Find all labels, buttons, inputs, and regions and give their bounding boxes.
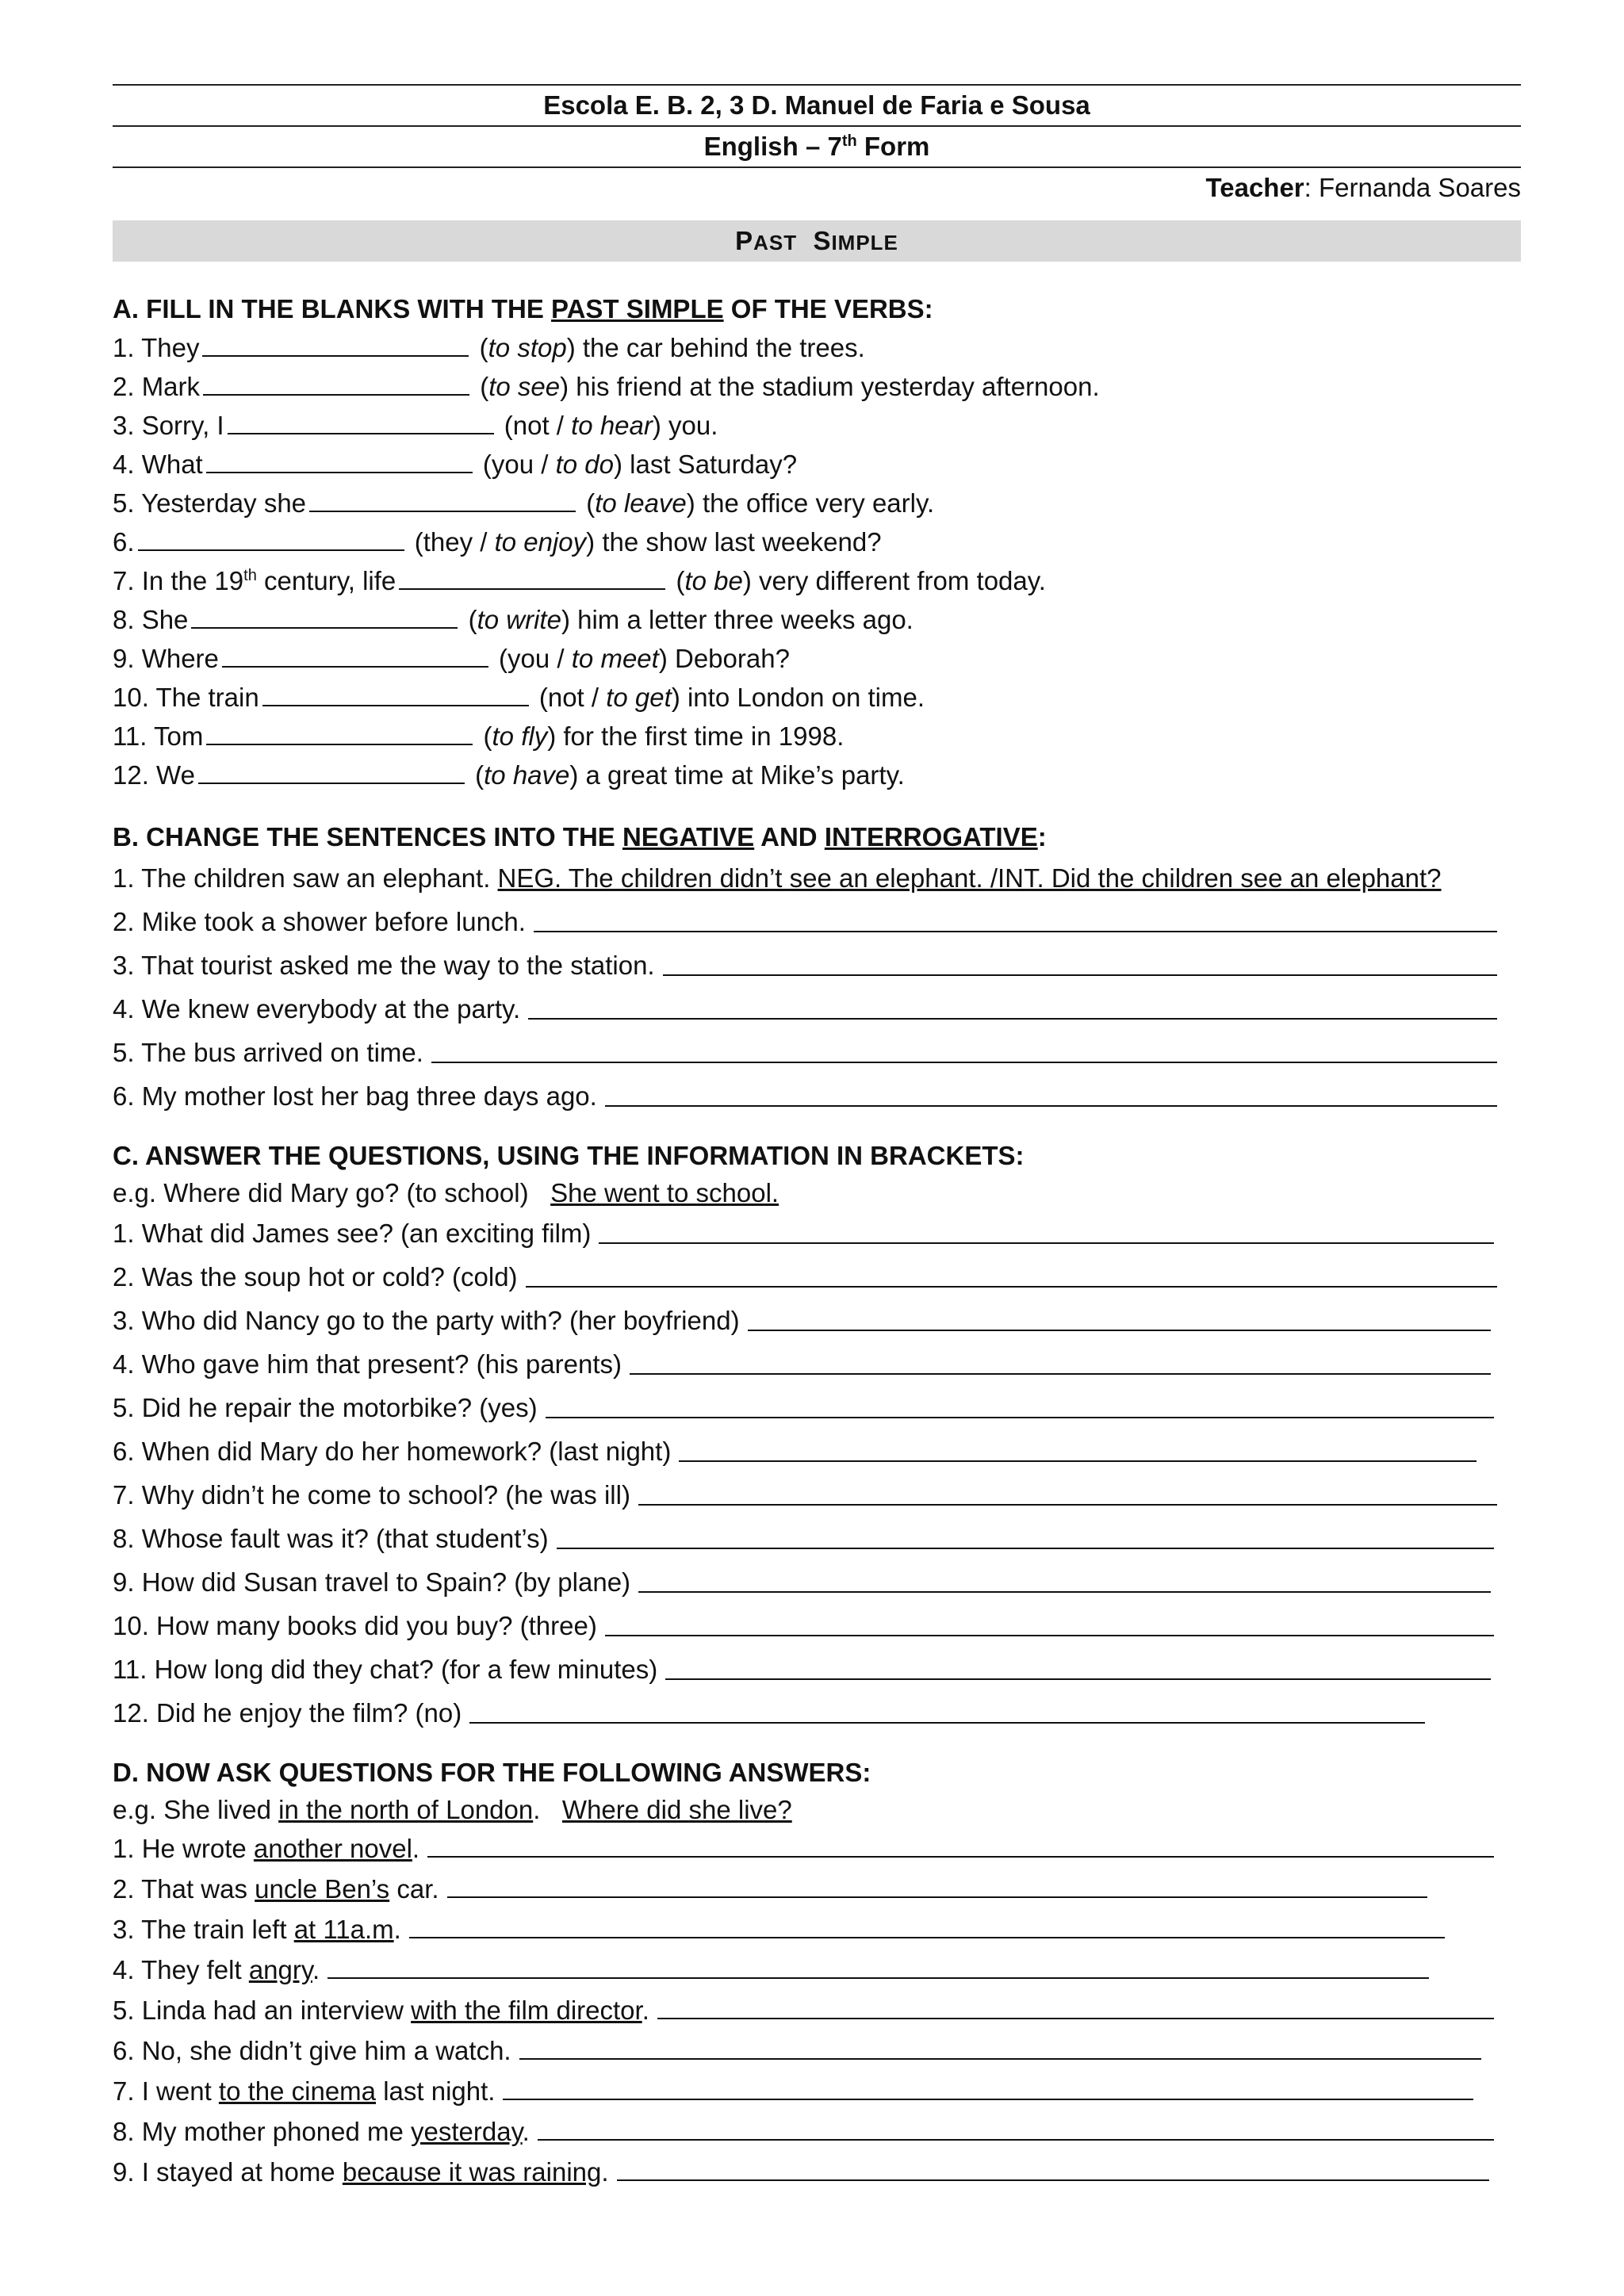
answer-line[interactable]: [605, 1633, 1494, 1636]
exercise-item: 6. My mother lost her bag three days ago.: [113, 1074, 1524, 1118]
answer-line[interactable]: [638, 1502, 1497, 1506]
answer-line[interactable]: [630, 1372, 1491, 1375]
section-b-list: [113, 900, 1524, 1118]
answer-line[interactable]: [327, 1976, 1429, 1979]
answer-line[interactable]: [534, 929, 1497, 932]
answer-line[interactable]: [431, 1060, 1497, 1063]
answer-blank[interactable]: [206, 445, 473, 473]
section-a-item: 10. The train (not / to get) into London on time.: [113, 678, 1524, 717]
exercise-item: 12. Did he enjoy the film? (no): [113, 1691, 1524, 1735]
section-c-list: [113, 1211, 1524, 1735]
exercise-item: 5. Did he repair the motorbike? (yes): [113, 1386, 1524, 1429]
section-a-item: 3. Sorry, I (not / to hear) you.: [113, 406, 1524, 445]
section-b-heading: B. CHANGE THE SENTENCES INTO THE NEGATIVE AND INTERROGATIVE:: [113, 822, 1047, 851]
section-a-item: 6. (they / to enjoy) the show last weekend?: [113, 522, 1524, 561]
answer-blank[interactable]: [228, 406, 494, 434]
answer-blank[interactable]: [203, 367, 469, 396]
exercise-item: 9. How did Susan travel to Spain? (by plane): [113, 1560, 1524, 1604]
answer-line[interactable]: [679, 1459, 1477, 1462]
answer-line[interactable]: [557, 1546, 1494, 1549]
exercise-item: 5. Linda had an interview with the film director.: [113, 1990, 1524, 2030]
answer-line[interactable]: [665, 1677, 1491, 1680]
answer-blank[interactable]: [198, 756, 465, 784]
exercise-item: 4. We knew everybody at the party.: [113, 987, 1524, 1031]
exercise-item: 3. The train left at 11a.m.: [113, 1909, 1524, 1950]
answer-line[interactable]: [657, 2016, 1494, 2019]
exercise-item: 3. That tourist asked me the way to the station.: [113, 943, 1524, 987]
exercise-item: 6. When did Mary do her homework? (last night): [113, 1429, 1524, 1473]
exercise-item: 4. Who gave him that present? (his parents): [113, 1342, 1524, 1386]
answer-line[interactable]: [528, 1016, 1497, 1020]
answer-blank[interactable]: [399, 561, 665, 590]
worksheet-page: [113, 84, 1524, 2192]
answer-line[interactable]: [546, 1415, 1494, 1418]
answer-blank[interactable]: [202, 328, 469, 357]
page-title: PAST SIMPLE: [113, 220, 1521, 262]
section-a-item: 5. Yesterday she (to leave) the office very early.: [113, 484, 1524, 522]
section-a-item: 12. We (to have) a great time at Mike’s party.: [113, 756, 1524, 794]
answer-line[interactable]: [638, 1590, 1491, 1593]
section-a-heading: A. FILL IN THE BLANKS WITH THE PAST SIMPLE OF THE VERBS:: [113, 294, 933, 323]
answer-line[interactable]: [663, 973, 1497, 976]
exercise-item: 11. How long did they chat? (for a few minutes): [113, 1647, 1524, 1691]
answer-blank[interactable]: [222, 639, 488, 668]
section-d-heading: D. NOW ASK QUESTIONS FOR THE FOLLOWING ANSWERS:: [113, 1758, 871, 1787]
answer-line[interactable]: [409, 1935, 1445, 1938]
exercise-item: 2. Mike took a shower before lunch.: [113, 900, 1524, 943]
answer-blank[interactable]: [191, 600, 458, 629]
answer-blank[interactable]: [262, 678, 529, 706]
answer-line[interactable]: [748, 1328, 1491, 1331]
teacher-line: Teacher: Fernanda Soares: [1205, 173, 1521, 202]
section-c-example: e.g. Where did Mary go? (to school) She went to school.: [113, 1178, 779, 1207]
school-name: Escola E. B. 2, 3 D. Manuel de Faria e Sousa: [543, 90, 1090, 120]
answer-line[interactable]: [526, 1284, 1497, 1288]
exercise-item: 10. How many books did you buy? (three): [113, 1604, 1524, 1647]
answer-line[interactable]: [599, 1241, 1494, 1244]
answer-blank[interactable]: [206, 717, 473, 745]
section-c-heading: C. ANSWER THE QUESTIONS, USING THE INFORMATION IN BRACKETS:: [113, 1141, 1025, 1170]
answer-line[interactable]: [469, 1720, 1425, 1724]
section-a-item: 7. In the 19th century, life (to be) very different from today.: [113, 561, 1524, 600]
section-a-item: 1. They (to stop) the car behind the trees.: [113, 328, 1524, 367]
exercise-item: 8. Whose fault was it? (that student’s): [113, 1517, 1524, 1560]
exercise-item: 5. The bus arrived on time.: [113, 1031, 1524, 1074]
section-a-item: 8. She (to write) him a letter three weeks ago.: [113, 600, 1524, 639]
answer-blank[interactable]: [309, 484, 576, 512]
exercise-item: 9. I stayed at home because it was raining.: [113, 2152, 1524, 2192]
exercise-item: 1. What did James see? (an exciting film): [113, 1211, 1524, 1255]
exercise-item: 4. They felt angry.: [113, 1950, 1524, 1990]
answer-blank[interactable]: [138, 522, 404, 551]
section-a-item: 11. Tom (to fly) for the first time in 1998.: [113, 717, 1524, 756]
exercise-item: 2. That was uncle Ben’s car.: [113, 1869, 1524, 1909]
section-b-example: 1. The children saw an elephant. NEG. The children didn’t see an elephant. /INT. Did the children see an elephant?: [113, 863, 1442, 893]
answer-line[interactable]: [617, 2178, 1489, 2181]
exercise-item: 1. He wrote another novel.: [113, 1828, 1524, 1869]
answer-line[interactable]: [519, 2057, 1481, 2060]
section-a-item: 2. Mark (to see) his friend at the stadium yesterday afternoon.: [113, 367, 1524, 406]
section-d-example: e.g. She lived in the north of London. Where did she live?: [113, 1795, 792, 1824]
exercise-item: 3. Who did Nancy go to the party with? (her boyfriend): [113, 1299, 1524, 1342]
exercise-item: 7. I went to the cinema last night.: [113, 2071, 1524, 2111]
section-a-list: [113, 328, 1524, 794]
course-line: English – 7th Form: [703, 132, 930, 161]
answer-line[interactable]: [538, 2137, 1494, 2141]
answer-line[interactable]: [447, 1895, 1427, 1898]
answer-line[interactable]: [605, 1104, 1497, 1107]
section-d-list: [113, 1828, 1524, 2192]
answer-line[interactable]: [503, 2097, 1473, 2100]
section-a-item: 9. Where (you / to meet) Deborah?: [113, 639, 1524, 678]
section-a-item: 4. What (you / to do) last Saturday?: [113, 445, 1524, 484]
answer-line[interactable]: [427, 1854, 1494, 1858]
exercise-item: 7. Why didn’t he come to school? (he was ill): [113, 1473, 1524, 1517]
exercise-item: 6. No, she didn’t give him a watch.: [113, 2030, 1524, 2071]
exercise-item: 8. My mother phoned me yesterday.: [113, 2111, 1524, 2152]
exercise-item: 2. Was the soup hot or cold? (cold): [113, 1255, 1524, 1299]
